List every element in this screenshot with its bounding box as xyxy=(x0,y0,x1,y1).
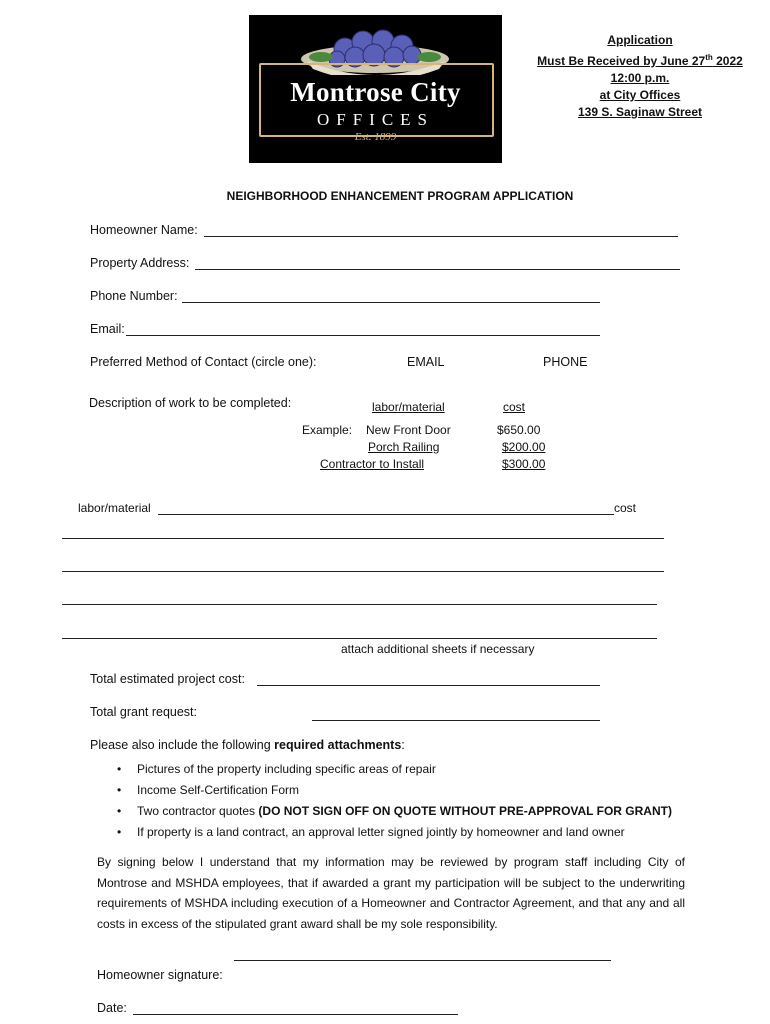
project-cost-field[interactable] xyxy=(257,685,600,686)
deadline-notice xyxy=(520,32,760,121)
work-header-rule xyxy=(158,514,614,515)
deadline-line4: at City Offices xyxy=(599,88,681,102)
example-cost: $200.00 xyxy=(502,440,546,454)
example-item: Porch Railing xyxy=(368,440,440,454)
work-line[interactable] xyxy=(62,571,664,572)
project-cost-label: Total estimated project cost: xyxy=(90,672,245,686)
deadline-line5: 139 S. Saginaw Street xyxy=(577,105,703,119)
description-label: Description of work to be completed: xyxy=(89,396,292,410)
example-item: Contractor to Install xyxy=(320,457,425,471)
property-address-label: Property Address: xyxy=(90,256,190,270)
email-label: Email: xyxy=(90,322,125,336)
example-col-cost: cost xyxy=(503,400,526,414)
signature-field[interactable] xyxy=(234,960,611,961)
grant-request-label: Total grant request: xyxy=(90,705,198,719)
date-label: Date: xyxy=(97,1001,127,1015)
deadline-line1: Application xyxy=(607,33,673,47)
page-title: NEIGHBORHOOD ENHANCEMENT PROGRAM APPLICATION xyxy=(226,189,574,203)
logo-subtitle: OFFICES xyxy=(316,110,435,129)
example-label: Example: xyxy=(302,423,353,437)
agreement-text: By signing below I understand that my information may be reviewed by program staff including City of Montrose and MSHDA employees, that if awarded a grant my participation will be subject to the underwriting requirements of MSHDA including execution of a Homeowner and Contractor Agreement, and that any and all costs in excess of the stipulated grant award shall be my sole responsibility. xyxy=(97,855,685,931)
logo-name: Montrose City xyxy=(290,77,461,107)
attachments-list xyxy=(117,759,672,843)
contact-method-label: Preferred Method of Contact (circle one): xyxy=(90,355,317,369)
logo-established: Est. 1899 xyxy=(354,131,397,143)
date-field[interactable] xyxy=(133,1014,458,1015)
contact-option-email[interactable]: EMAIL xyxy=(407,355,445,369)
email-field[interactable] xyxy=(126,335,600,336)
list-item: • Pictures of the property including specific areas of repair xyxy=(117,759,672,780)
montrose-city-logo xyxy=(249,15,502,163)
work-col-cost: cost xyxy=(614,501,637,515)
example-cost: $300.00 xyxy=(502,457,546,471)
list-item: • Income Self-Certification Form xyxy=(117,780,672,801)
work-line[interactable] xyxy=(62,604,657,605)
list-item: • If property is a land contract, an approval letter signed jointly by homeowner and land owner xyxy=(117,822,672,843)
example-cost: $650.00 xyxy=(497,423,541,437)
phone-number-field[interactable] xyxy=(182,302,600,303)
grant-request-field[interactable] xyxy=(312,720,600,721)
property-address-field[interactable] xyxy=(195,269,680,270)
deadline-line2: Must Be Received by June 27th 2022 xyxy=(537,53,743,68)
deadline-line3: 12:00 p.m. xyxy=(610,71,670,85)
example-col-labor: labor/material xyxy=(372,400,445,414)
list-item: • Two contractor quotes (DO NOT SIGN OFF ON QUOTE WITHOUT PRE-APPROVAL FOR GRANT) xyxy=(117,801,672,822)
signature-label: Homeowner signature: xyxy=(97,968,223,982)
work-col-labor: labor/material xyxy=(78,501,151,515)
work-line[interactable] xyxy=(62,638,657,639)
work-line[interactable] xyxy=(62,538,664,539)
attachments-intro: Please also include the following required attachments: xyxy=(90,738,405,752)
contact-option-phone[interactable]: PHONE xyxy=(543,355,588,369)
phone-number-label: Phone Number: xyxy=(90,289,178,303)
homeowner-name-field[interactable] xyxy=(204,236,678,237)
attach-note: attach additional sheets if necessary xyxy=(341,642,535,656)
homeowner-name-label: Homeowner Name: xyxy=(90,223,198,237)
example-item: New Front Door xyxy=(366,423,451,437)
